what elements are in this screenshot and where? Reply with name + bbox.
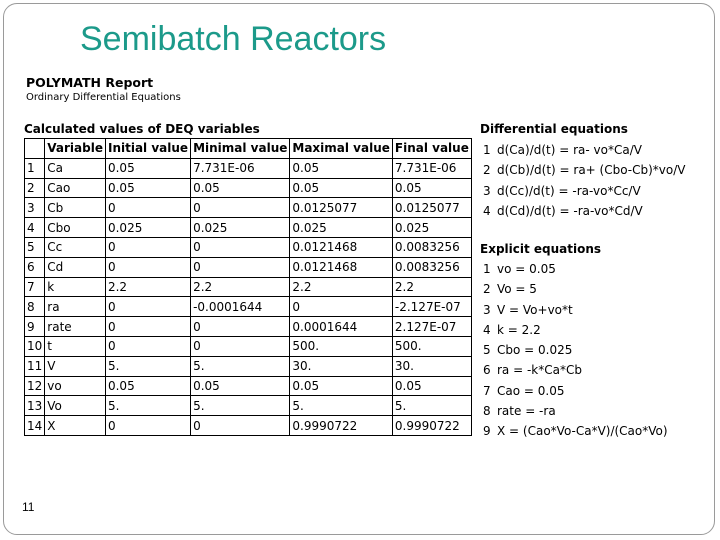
equation-text: Vo = 5	[497, 282, 537, 297]
equation-item	[483, 140, 686, 160]
table-cell: Cd	[45, 257, 106, 277]
equation-text: rate = -ra	[497, 404, 556, 419]
table-cell: 8	[25, 297, 45, 317]
table-cell: 0.0083256	[392, 257, 471, 277]
table-cell: 2	[25, 178, 45, 198]
table-cell: 5.	[191, 396, 290, 416]
equation-text: Cbo = 0.025	[497, 343, 573, 358]
table-cell: 0.025	[290, 218, 393, 238]
table-row	[25, 356, 472, 376]
table-row	[25, 336, 472, 356]
table-header-cell: Final value	[392, 139, 471, 159]
table-cell: 14	[25, 416, 45, 436]
table-cell: 0.0001644	[290, 317, 393, 337]
table-cell: 30.	[392, 356, 471, 376]
table-header-cell: Initial value	[105, 139, 190, 159]
table-cell: 0	[191, 237, 290, 257]
table-cell: 0.0125077	[290, 198, 393, 218]
table-row	[25, 396, 472, 416]
equation-text: X = (Cao*Vo-Ca*V)/(Cao*Vo)	[497, 424, 668, 439]
equation-number: 6	[483, 363, 491, 378]
page-number: 11	[22, 500, 35, 514]
table-cell: 0	[105, 198, 190, 218]
table-row	[25, 317, 472, 337]
table-row	[25, 376, 472, 396]
table-row	[25, 416, 472, 436]
equation-item	[483, 360, 668, 380]
table-cell: 0.05	[105, 178, 190, 198]
table-cell: 500.	[290, 336, 393, 356]
equation-item	[483, 320, 668, 340]
table-cell: 0	[105, 237, 190, 257]
differential-equations-title: Differential equations	[480, 122, 628, 136]
table-cell: 7.731E-06	[191, 158, 290, 178]
equation-number: 3	[483, 302, 491, 317]
equation-item	[483, 259, 668, 279]
table-cell: -2.127E-07	[392, 297, 471, 317]
table-header-cell: Minimal value	[191, 139, 290, 159]
table-cell: 0	[105, 317, 190, 337]
table-cell: 5.	[290, 396, 393, 416]
table-cell: 0	[191, 416, 290, 436]
equation-text: V = Vo+vo*t	[497, 302, 573, 317]
table-cell: 2.2	[191, 277, 290, 297]
table-cell: 2.2	[392, 277, 471, 297]
table-cell: 0.05	[392, 376, 471, 396]
table-cell: 7.731E-06	[392, 158, 471, 178]
table-cell: 0	[105, 416, 190, 436]
differential-equations-list	[483, 140, 686, 221]
table-cell: 0.0083256	[392, 237, 471, 257]
table-cell: 0.05	[105, 376, 190, 396]
table-cell: 5.	[191, 356, 290, 376]
explicit-equations-list	[483, 259, 668, 442]
equation-number: 8	[483, 404, 491, 419]
table-cell: 0.05	[191, 178, 290, 198]
deq-values-table	[24, 138, 472, 436]
equation-text: d(Cd)/d(t) = -ra-vo*Cd/V	[497, 203, 643, 218]
table-row	[25, 198, 472, 218]
table-row	[25, 218, 472, 238]
equation-item	[483, 279, 668, 299]
equation-number: 4	[483, 322, 491, 337]
table-cell: t	[45, 336, 106, 356]
equation-item	[483, 381, 668, 401]
table-cell: 0.0121468	[290, 237, 393, 257]
equation-number: 2	[483, 282, 491, 297]
equation-number: 7	[483, 383, 491, 398]
equation-item	[483, 401, 668, 421]
table-cell: 9	[25, 317, 45, 337]
table-cell: 0.05	[290, 158, 393, 178]
table-cell: Ca	[45, 158, 106, 178]
equation-item	[483, 340, 668, 360]
table-cell: 0	[191, 198, 290, 218]
table-cell: 10	[25, 336, 45, 356]
table-cell: Cao	[45, 178, 106, 198]
table-cell: 0.05	[392, 178, 471, 198]
table-header-cell: Variable	[45, 139, 106, 159]
table-cell: ra	[45, 297, 106, 317]
equation-text: vo = 0.05	[497, 262, 556, 276]
table-header-cell: Maximal value	[290, 139, 393, 159]
table-cell: 0.0125077	[392, 198, 471, 218]
table-cell: Cbo	[45, 218, 106, 238]
table-cell: 13	[25, 396, 45, 416]
equation-number: 2	[483, 163, 491, 178]
equation-item	[483, 300, 668, 320]
table-row	[25, 297, 472, 317]
table-cell: 0	[290, 297, 393, 317]
table-cell: 0	[105, 336, 190, 356]
table-row	[25, 277, 472, 297]
equation-number: 3	[483, 183, 491, 198]
slide-title: Semibatch Reactors	[80, 20, 387, 58]
equation-text: d(Cb)/d(t) = ra+ (Cbo-Cb)*vo/V	[497, 163, 686, 178]
table-cell: X	[45, 416, 106, 436]
table-cell: 0.05	[290, 376, 393, 396]
table-cell: 0	[191, 317, 290, 337]
table-cell: 3	[25, 198, 45, 218]
table-cell: 4	[25, 218, 45, 238]
equation-item	[483, 201, 686, 221]
table-cell: 0	[105, 297, 190, 317]
table-cell: 2.2	[290, 277, 393, 297]
table-cell: 2.127E-07	[392, 317, 471, 337]
table-cell: 2.2	[105, 277, 190, 297]
equation-item	[483, 160, 686, 180]
table-row	[25, 178, 472, 198]
table-cell: vo	[45, 376, 106, 396]
table-cell: 1	[25, 158, 45, 178]
table-cell: 0.05	[191, 376, 290, 396]
table-row	[25, 257, 472, 277]
calculated-values-title: Calculated values of DEQ variables	[24, 122, 260, 136]
table-header-cell	[25, 139, 45, 159]
table-cell: 0.025	[105, 218, 190, 238]
equation-number: 4	[483, 203, 491, 218]
table-cell: 0	[191, 257, 290, 277]
table-cell: 0	[191, 336, 290, 356]
equation-text: d(Cc)/d(t) = -ra-vo*Cc/V	[497, 183, 641, 198]
table-cell: Cb	[45, 198, 106, 218]
equation-number: 9	[483, 424, 491, 439]
report-title: POLYMATH Report	[26, 75, 154, 90]
table-cell: 12	[25, 376, 45, 396]
table-cell: 30.	[290, 356, 393, 376]
table-cell: V	[45, 356, 106, 376]
equation-number: 1	[483, 262, 491, 276]
table-cell: 0	[105, 257, 190, 277]
table-row	[25, 237, 472, 257]
table-cell: 0.9990722	[392, 416, 471, 436]
table-cell: Vo	[45, 396, 106, 416]
table-cell: 0.9990722	[290, 416, 393, 436]
equation-number: 1	[483, 143, 491, 157]
table-cell: rate	[45, 317, 106, 337]
equation-text: k = 2.2	[497, 322, 541, 337]
table-cell: 5.	[392, 396, 471, 416]
table-cell: 11	[25, 356, 45, 376]
table-cell: 6	[25, 257, 45, 277]
equation-number: 5	[483, 343, 491, 358]
equation-text: d(Ca)/d(t) = ra- vo*Ca/V	[497, 143, 642, 157]
table-cell: 5.	[105, 396, 190, 416]
table-cell: 5.	[105, 356, 190, 376]
table-cell: 0.025	[392, 218, 471, 238]
table-cell: 0.05	[105, 158, 190, 178]
table-header-row	[25, 139, 472, 159]
equation-item	[483, 181, 686, 201]
table-cell: 0.025	[191, 218, 290, 238]
equation-text: Cao = 0.05	[497, 383, 565, 398]
report-subtitle: Ordinary Differential Equations	[26, 92, 181, 103]
table-cell: 0.05	[290, 178, 393, 198]
table-cell: 500.	[392, 336, 471, 356]
table-cell: Cc	[45, 237, 106, 257]
table-cell: k	[45, 277, 106, 297]
explicit-equations-title: Explicit equations	[480, 242, 602, 256]
table-cell: 7	[25, 277, 45, 297]
equation-item	[483, 421, 668, 441]
equation-text: ra = -k*Ca*Cb	[497, 363, 582, 378]
table-row	[25, 158, 472, 178]
table-cell: -0.0001644	[191, 297, 290, 317]
table-cell: 0.0121468	[290, 257, 393, 277]
table-cell: 5	[25, 237, 45, 257]
